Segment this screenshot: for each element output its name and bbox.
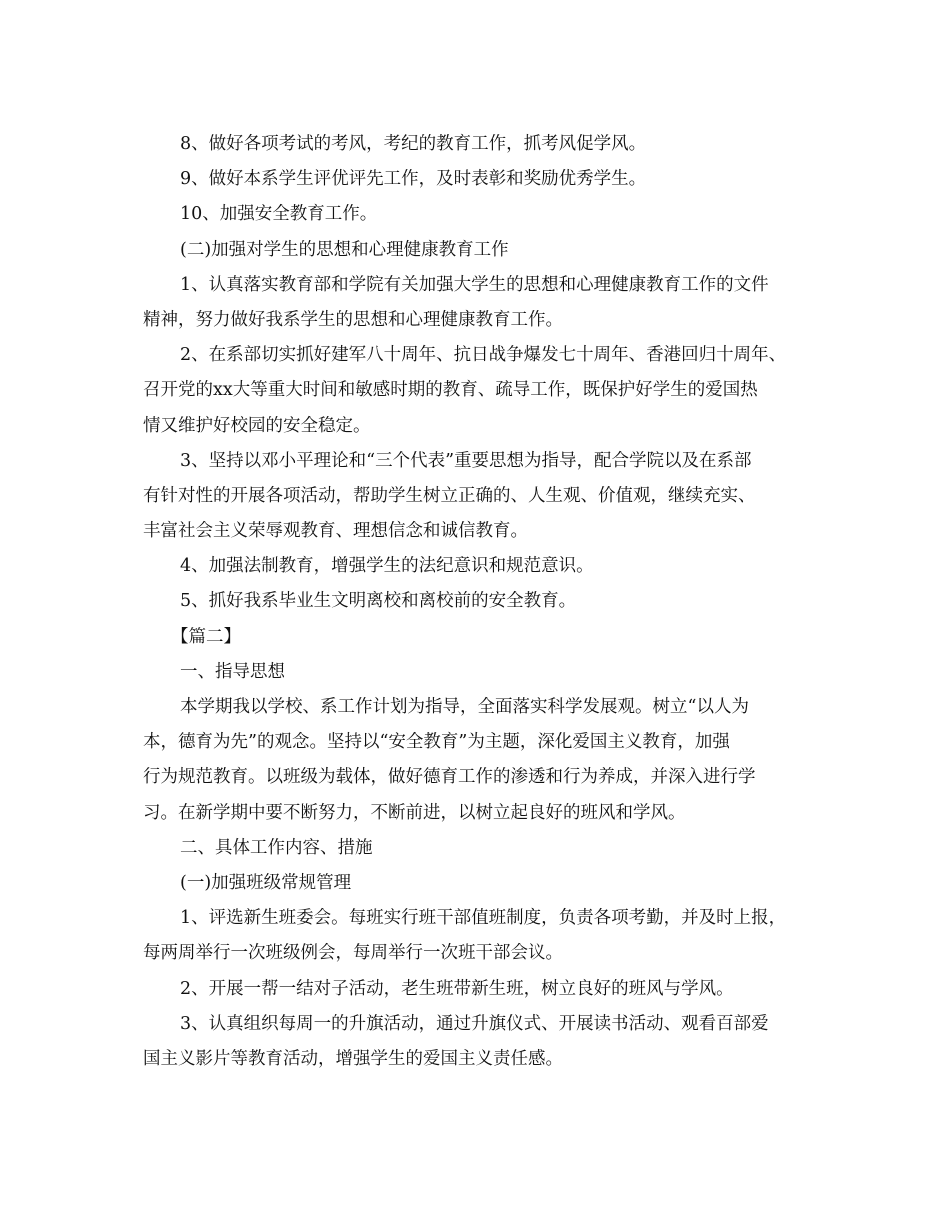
- text-line: 精神，努力做好我系学生的思想和心理健康教育工作。: [143, 309, 563, 330]
- document-body: [143, 127, 815, 1077]
- list-item: [143, 901, 815, 971]
- text-line: 5、抓好我系毕业生文明离校和离校前的安全教育。: [180, 591, 577, 612]
- list-item: [143, 1007, 815, 1077]
- text-line: 丰富社会主义荣辱观教育、理想信念和诚信教育。: [143, 521, 528, 542]
- list-item: [143, 127, 815, 162]
- section-heading: [143, 831, 815, 866]
- text-line: 9、做好本系学生评优评先工作，及时表彰和奖励优秀学生。: [180, 169, 647, 190]
- list-item: [143, 338, 815, 444]
- text-line: 2、开展一帮一结对子活动，老生班带新生班，树立良好的班风与学风。: [180, 978, 734, 999]
- text-line: 国主义影片等教育活动，增强学生的爱国主义责任感。: [143, 1048, 563, 1069]
- text-line: 本学期我以学校、系工作计划为指导，全面落实科学发展观。树立“以人为: [180, 697, 749, 717]
- text-line: 一、指导思想: [180, 661, 285, 682]
- article-heading: [143, 620, 815, 655]
- text-line: 有针对性的开展各项活动，帮助学生树立正确的、人生观、价值观，继续充实、: [143, 485, 756, 506]
- text-line: 行为规范教育。以班级为载体，做好德育工作的渗透和行为养成，并深入进行学: [143, 767, 756, 788]
- text-line: 二、具体工作内容、措施: [180, 837, 373, 858]
- section-heading: [143, 866, 815, 901]
- list-item: [143, 549, 815, 584]
- text-line: 本，德育为先”的观念。坚持以“安全教育”为主题，深化爱国主义教育，加强: [143, 732, 730, 753]
- text-line: 1、评选新生班委会。每班实行班干部值班制度，负责各项考勤，并及时上报，: [180, 908, 787, 929]
- list-item: [143, 197, 815, 232]
- list-item: [143, 972, 815, 1007]
- list-item: [143, 268, 815, 338]
- text-line: (一)加强班级常规管理: [180, 872, 352, 893]
- text-line: 4、加强法制教育，增强学生的法纪意识和规范意识。: [180, 556, 594, 577]
- text-line: 2、在系部切实抓好建军八十周年、抗日战争爆发七十周年、香港回归十周年、: [180, 345, 787, 366]
- text-line: 【篇二】: [171, 626, 241, 647]
- list-item: [143, 444, 815, 550]
- text-line: 10、加强安全教育工作。: [180, 204, 378, 225]
- text-line: 情又维护好校园的安全稳定。: [143, 415, 371, 436]
- section-heading: [143, 233, 815, 268]
- text-line: 每两周举行一次班级例会，每周举行一次班干部会议。: [143, 943, 563, 964]
- text-line: (二)加强对学生的思想和心理健康教育工作: [180, 239, 509, 260]
- list-item: [143, 162, 815, 197]
- text-line: 召开党的xx大等重大时间和敏感时期的教育、疏导工作，既保护好学生的爱国热: [143, 380, 758, 401]
- text-line: 1、认真落实教育部和学院有关加强大学生的思想和心理健康教育工作的文件: [180, 274, 769, 295]
- text-line: 习。在新学期中要不断努力，不断前进，以树立起良好的班风和学风。: [143, 802, 686, 823]
- text-line: 8、做好各项考试的考风，考纪的教育工作，抓考风促学风。: [180, 134, 647, 154]
- list-item: [143, 584, 815, 619]
- text-line: 3、坚持以邓小平理论和“三个代表”重要思想为指导，配合学院以及在系部: [180, 450, 752, 471]
- text-line: 3、认真组织每周一的升旗活动，通过升旗仪式、开展读书活动、观看百部爱: [180, 1013, 769, 1034]
- section-heading: [143, 655, 815, 690]
- body-paragraph: [143, 690, 815, 831]
